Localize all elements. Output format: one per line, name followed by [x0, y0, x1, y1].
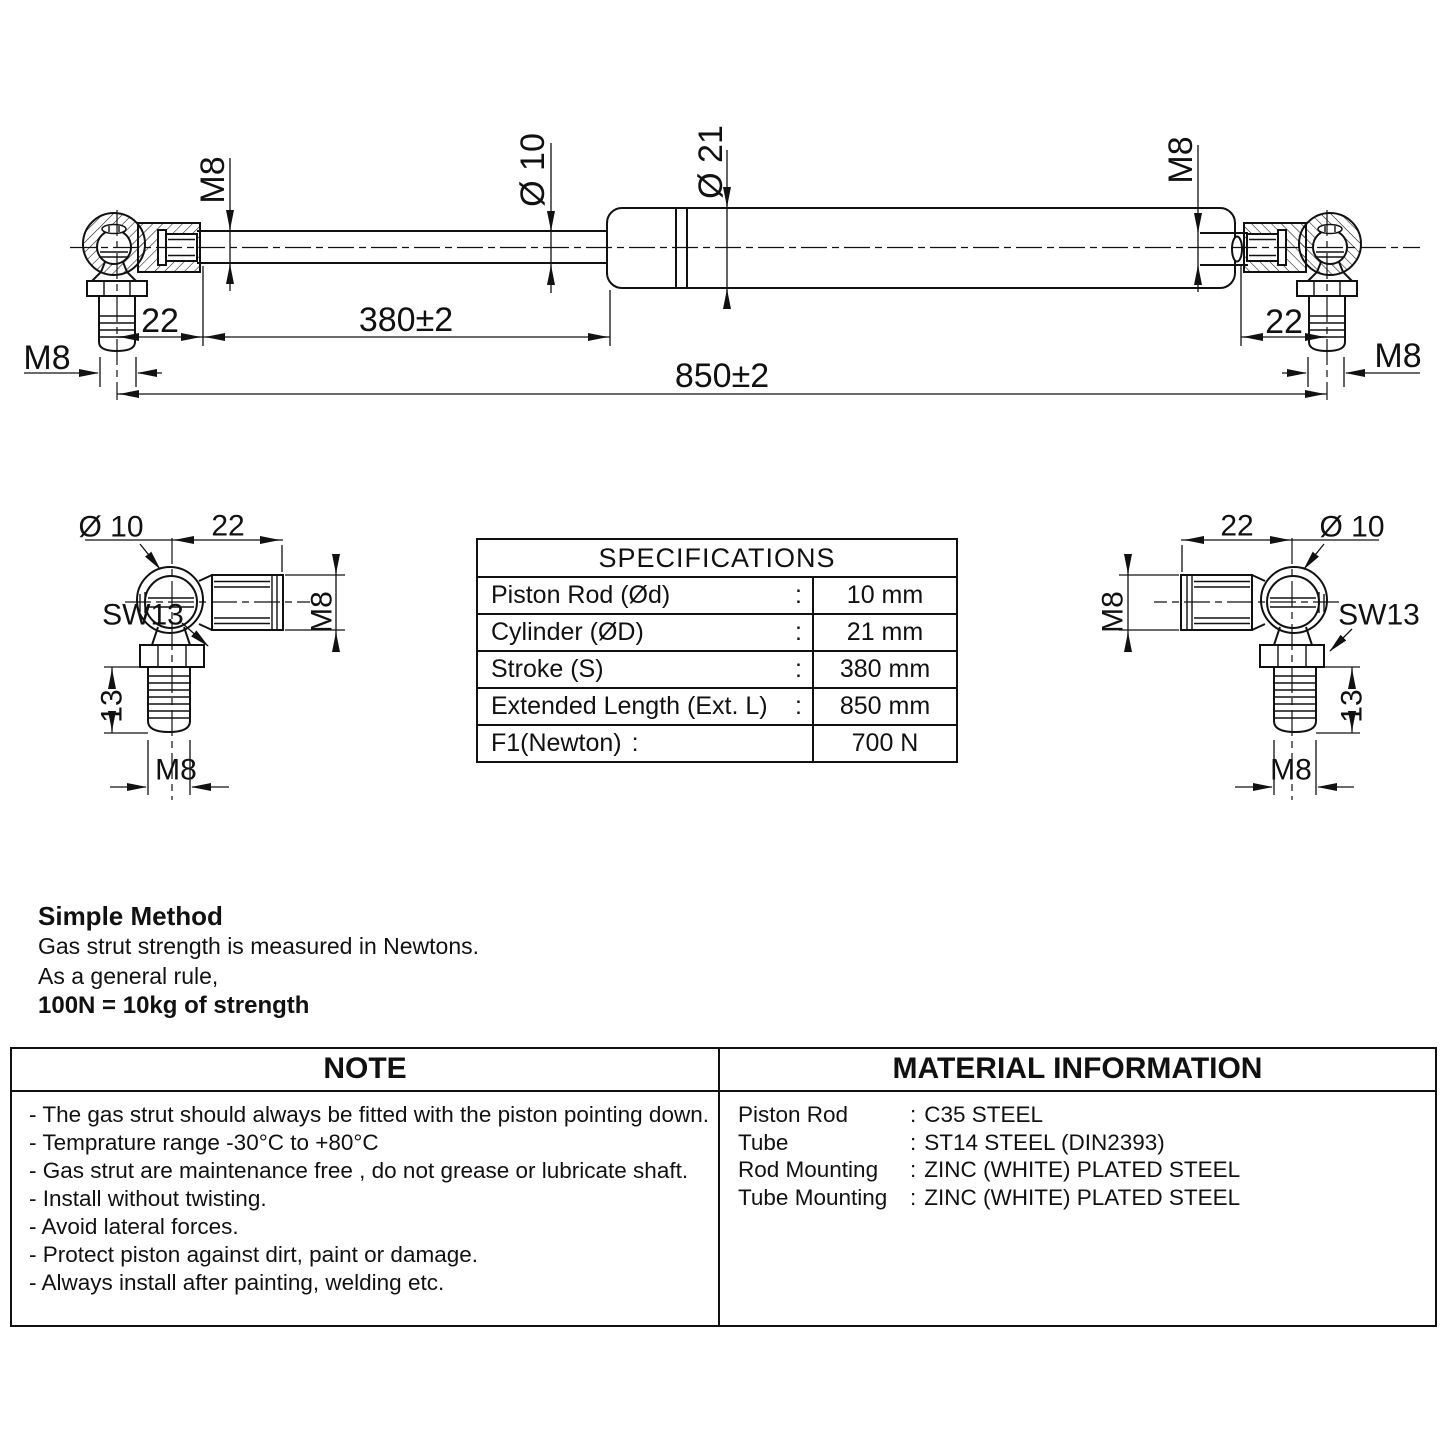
note-item: - Always install after painting, welding etc.	[29, 1270, 445, 1295]
label-detail-right-thread: M8	[1096, 591, 1130, 633]
spec-row-extended-length	[478, 689, 956, 726]
simple-method-block	[38, 901, 479, 1021]
spec-row-piston-rod	[478, 578, 956, 615]
label-thread-bottom-right: M8	[1374, 337, 1422, 375]
label-detail-left-stud-length: 13	[95, 689, 129, 723]
label-offset-right: 22	[1265, 303, 1303, 341]
label-offset-left: 22	[141, 302, 179, 340]
label-detail-left-thread: M8	[305, 591, 339, 633]
material-information-title: MATERIAL INFORMATION	[892, 1052, 1263, 1085]
note-item: - The gas strut should always be fitted with the piston pointing down.	[29, 1102, 709, 1127]
label-thread-top-left: M8	[194, 156, 232, 204]
spec-label: Extended Length (Ext. L)	[491, 692, 768, 720]
spec-row-stroke	[478, 652, 956, 689]
material-label: Rod Mounting	[738, 1157, 879, 1182]
sw13-leader-right	[1330, 629, 1352, 651]
material-value: ZINC (WHITE) PLATED STEEL	[924, 1184, 1241, 1210]
simple-method-rule: 100N = 10kg of strength	[38, 992, 310, 1019]
label-detail-right-stud-length: 13	[1335, 689, 1369, 723]
end-fitting-detail-right	[1119, 538, 1379, 800]
label-extended-dim: 850±2	[674, 357, 770, 395]
note-item: - Gas strut are maintenance free , do not grease or lubricate shaft.	[29, 1158, 689, 1183]
simple-method-title: Simple Method	[38, 901, 223, 931]
material-colon: :	[910, 1157, 917, 1182]
material-colon: :	[910, 1129, 917, 1155]
material-label: Piston Rod	[738, 1102, 849, 1127]
note-item: - Install without twisting.	[29, 1186, 267, 1211]
spec-row-force	[478, 726, 956, 761]
note-material-header	[12, 1049, 1435, 1092]
material-label: Tube Mounting	[738, 1184, 888, 1210]
spec-value: 21 mm	[846, 618, 924, 646]
label-detail-right-rod-dia: Ø 10	[1319, 510, 1385, 544]
label-detail-left-offset: 22	[211, 509, 245, 543]
spec-value: 10 mm	[846, 581, 924, 609]
label-detail-left-wrench: SW13	[102, 598, 184, 632]
note-item: - Avoid lateral forces.	[29, 1214, 239, 1239]
spec-colon: :	[795, 692, 802, 720]
spec-label: F1(Newton)	[491, 729, 622, 757]
label-rod-diameter: Ø 10	[514, 133, 552, 207]
material-value: ST14 STEEL (DIN2393)	[924, 1129, 1165, 1155]
spec-label: Piston Rod (Ød)	[491, 581, 671, 609]
note-item: - Temprature range -30°C to +80°C	[29, 1130, 379, 1155]
detail-threaded-stud	[148, 667, 190, 732]
spec-value: 380 mm	[839, 655, 931, 683]
specifications-title: SPECIFICATIONS	[478, 540, 956, 578]
material-value: ZINC (WHITE) PLATED STEEL	[924, 1157, 1241, 1182]
material-colon: :	[910, 1102, 917, 1127]
label-detail-right-offset: 22	[1220, 509, 1254, 543]
label-detail-right-wrench: SW13	[1338, 598, 1420, 632]
simple-method-line: Gas strut strength is measured in Newtons.	[38, 933, 480, 959]
spec-colon: :	[795, 581, 802, 609]
note-item: - Protect piston against dirt, paint or damage.	[29, 1242, 478, 1267]
note-material-table	[10, 1047, 1437, 1327]
spec-colon: :	[795, 655, 802, 683]
spec-colon: :	[795, 618, 802, 646]
label-detail-right-stud-thread: M8	[1270, 753, 1312, 787]
note-title: NOTE	[12, 1049, 720, 1090]
material-label: Tube	[738, 1129, 789, 1155]
label-detail-left-stud-thread: M8	[155, 753, 197, 787]
material-colon: :	[910, 1184, 917, 1210]
spec-colon: :	[631, 729, 639, 757]
material-row-tube-mounting	[738, 1184, 1435, 1212]
end-fitting-detail-left	[85, 538, 345, 800]
note-list	[12, 1092, 720, 1325]
material-row-tube	[738, 1129, 1435, 1157]
spec-label: Cylinder (ØD)	[491, 618, 644, 646]
spec-row-cylinder	[478, 615, 956, 652]
specifications-table	[476, 538, 958, 763]
material-row-rod-mounting	[738, 1156, 1435, 1184]
material-value: C35 STEEL	[924, 1102, 1044, 1127]
label-thread-top-right: M8	[1162, 136, 1200, 184]
spec-value: 700 N	[851, 729, 919, 757]
label-detail-left-rod-dia: Ø 10	[78, 510, 144, 544]
material-list	[720, 1092, 1435, 1325]
label-thread-bottom-left: M8	[23, 339, 71, 377]
simple-method-line: As a general rule,	[38, 963, 219, 989]
label-tube-diameter: Ø 21	[692, 125, 730, 199]
main-strut-drawing	[23, 125, 1421, 400]
spec-value: 850 mm	[839, 692, 931, 720]
label-stroke-dim: 380±2	[358, 301, 454, 339]
material-row-piston-rod	[738, 1101, 1435, 1129]
spec-label: Stroke (S)	[491, 655, 604, 683]
